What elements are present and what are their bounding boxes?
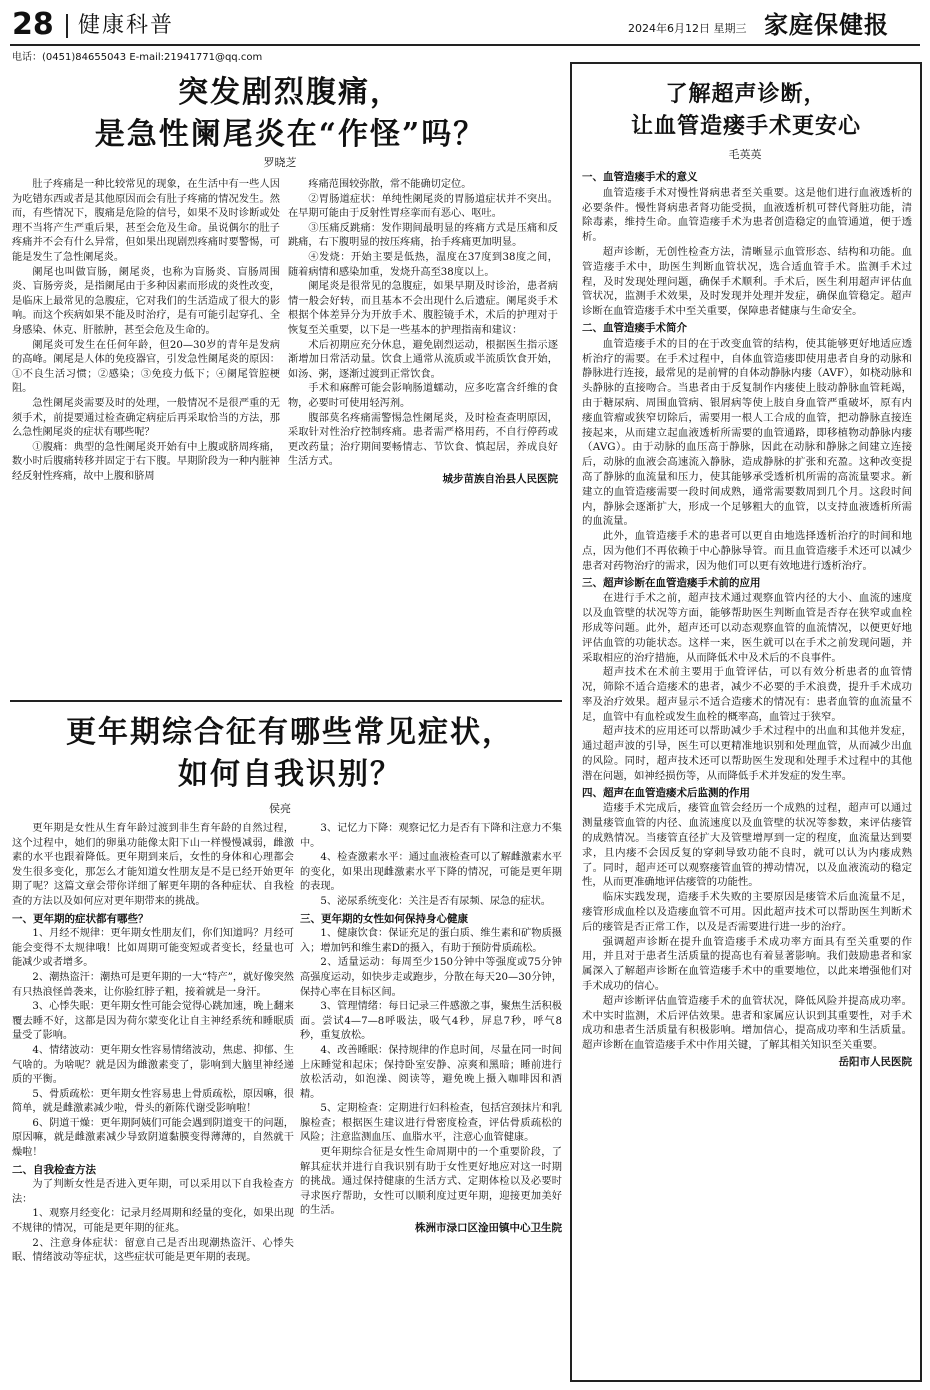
- article1-column-left: [12, 178, 280, 674]
- article3-column: [582, 168, 912, 1374]
- paragraph: 疼痛范围较弥散，常不能确切定位。: [308, 179, 472, 190]
- paragraph: 阑尾炎可发生在任何年龄，但20—30岁的青年是发病的高峰。阑尾是人体的免疫器官，引发急性阑尾炎的原因：①不良生活习惯；②感染；③免疫力低下；④阑尾管腔梗阻。: [12, 339, 280, 395]
- paragraph: 为了判断女性是否进入更年期，可以采用以下自我检查方法：: [12, 1179, 294, 1205]
- article1-title[interactable]: [20, 72, 560, 156]
- paragraph: ②胃肠道症状：单纯性阑尾炎的胃肠道症状并不突出。在早期可能由于反射性胃痉挛而有恶心、呕吐。: [288, 193, 558, 220]
- hospital-credit: 株洲市渌口区淦田镇中心卫生院: [415, 1222, 562, 1235]
- masthead-divider: [66, 14, 68, 38]
- paragraph: 强调超声诊断在提升血管造瘘手术成功率方面具有至关重要的作用，并且对于患者生活质量的提高也有着显著影响。我们鼓励患者和家属深入了解超声诊断在血管造瘘手术中的重要地位，以此来增强他们对手术成功的信心。: [582, 935, 912, 993]
- paragraph: 2、注意身体症状：留意自己是否出现潮热盗汗、心悸失眠、情绪波动等症状，这些症状可能是更年期的表现。: [12, 1237, 294, 1264]
- section-name: 健康科普: [78, 13, 175, 38]
- paragraph: 1、健康饮食：保证充足的蛋白质、维生素和矿物质摄入；增加钙和维生素D的摄入，有助于预防骨质疏松。: [300, 928, 562, 954]
- newspaper-name: 家庭保健报: [764, 10, 889, 39]
- hospital-credit: 岳阳市人民医院: [838, 1056, 912, 1069]
- section-heading: 二、血管造瘘手术简介: [582, 321, 687, 334]
- article2-column-right: [300, 822, 562, 1370]
- paragraph: ③压痛反跳痛：发作期间最明显的疼痛方式是压痛和反跳痛，右下腹明显的按压疼痛，抬手疼痛更加明显。: [288, 222, 558, 249]
- article3-title[interactable]: [580, 78, 912, 142]
- section-heading: 二、自我检查方法: [12, 1163, 96, 1176]
- paragraph: 2、潮热盗汗：潮热可是更年期的一大“特产”，就好像突然有只热浪怪兽袭来，让你脸红脖子粗，接着就是一身汗。: [12, 971, 294, 998]
- section-heading: 三、更年期的女性如何保持身心健康: [300, 912, 468, 925]
- paragraph: 4、改善睡眠：保持规律的作息时间，尽量在同一时间上床睡觉和起床；保持卧室安静、凉爽和黑暗；睡前进行放松活动，如泡澡、阅读等，避免晚上摄入咖啡因和酒精。: [300, 1044, 562, 1100]
- section-heading: 一、血管造瘘手术的意义: [582, 171, 698, 183]
- paragraph: 在进行手术之前，超声技术通过观察血管内径的大小、血流的速度以及血管壁的状况等方面，能够帮助医生判断血管是否存在狭窄或血栓形成等问题。此外，超声还可以动态观察血管的血流情况，以便更好地评估血管的功能状态。这样一来，医生就可以在手术之前发现问题，并采取相应的治疗措施，从而降低术中及术后的不良事件。: [582, 592, 912, 664]
- article2-title[interactable]: [20, 712, 560, 796]
- article1-column-right: [288, 178, 558, 692]
- masthead: [10, 8, 920, 46]
- paragraph: 造瘘手术完成后，瘘管血管会经历一个成熟的过程，超声可以通过测量瘘管血管的内径、血流速度以及血管壁的状况等参数，来评估瘘管的成熟情况。当瘘管直径扩大及管壁增厚到一定的程度，血流量达到要求，且内瘘不会因反复的穿刺导致功能不良时，就可以认为内瘘成熟了。同时，超声还可以观察瘘管血管的搏动情况，以及血液流动的稳定性，从而更准确地评估瘘管的功能性。: [582, 802, 912, 889]
- article2-author: 侯亮: [269, 802, 291, 815]
- paragraph: 更年期是女性从生育年龄过渡到非生育年龄的自然过程，这个过程中，她们的卵巢功能像太阳下山一样慢慢减弱，雌激素的水平也跟着降低。更年期到来后，女性的身体和心理都会发生很多变化，那怎么才能知道女性朋友是不是已经开始更年期了呢？这篇文章会带你详细了解更年期的各种症状、自我检查的方法以及如何应对更年期带来的挑战。: [12, 823, 294, 907]
- article1-title-line1: 突发剧烈腹痛，: [178, 75, 402, 110]
- paragraph: 4、情绪波动：更年期女性容易情绪波动，焦虑、抑郁、生气啥的。为啥呢？就是因为雌激素变了，影响到大脑里神经递质的平衡。: [12, 1044, 294, 1086]
- section-divider: [10, 700, 562, 702]
- paragraph: 术后初期应充分休息，避免剧烈运动，根据医生指示逐渐增加日常活动量。饮食上通常从流质或半流质饮食开始，如汤、粥，逐渐过渡到正常饮食。: [288, 339, 558, 380]
- issue-date: 2024年6月12日 星期三: [628, 22, 747, 35]
- paragraph: 腹部莫名疼痛需警惕急性阑尾炎，及时检查查明原因，采取针对性治疗控制疼痛。患者需严格用药，不自行停药或更改药量；治疗期间要畅情志、节饮食、慎起居，养成良好生活方式。: [288, 412, 558, 468]
- section-heading: 四、超声在血管造瘘术后监测的作用: [582, 786, 750, 799]
- paragraph: 1、月经不规律：更年期女性朋友们，你们知道吗？月经可能会变得不太规律哦！比如周期可能变短或者变长，经量也可能减少或者增多。: [12, 928, 294, 969]
- paragraph: 5、骨质疏松：更年期女性容易患上骨质疏松，原因嘛，很简单，就是雌激素减少啦，骨头的新陈代谢受影响啦！: [12, 1088, 294, 1115]
- paragraph: 3、心悸失眠：更年期女性可能会觉得心跳加速，晚上翻来覆去睡不好，这都是因为荷尔蒙变化让自主神经系统和睡眠质量受了影响。: [12, 1001, 294, 1042]
- paragraph: 3、管理情绪：每日记录三件感激之事，聚焦生活积极面。尝试4—7—8呼吸法，吸气4秒，屏息7秒，呼气8秒，重复放松。: [300, 1001, 562, 1042]
- paragraph: 急性阑尾炎需要及时的处理，一般情况不是很严重的无须手术，前提要通过检查确定病症后再采取恰当的方法，那么急性阑尾炎的症状有哪些呢？: [12, 397, 280, 439]
- page-number: 28: [12, 7, 54, 42]
- paragraph: 5、泌尿系统变化：关注是否有尿频、尿急的症状。: [320, 895, 551, 907]
- contact-info: 电话：(0451)84655043 E-mail:21941771@qq.com: [12, 52, 263, 63]
- article1-author: 罗晓芝: [263, 156, 297, 169]
- paragraph: 2、适量运动：每周至少150分钟中等强度或75分钟高强度运动，如快步走或跑步，分散在每天20—30分钟，保持心率在目标区间。: [300, 957, 562, 998]
- paragraph: 6、阴道干燥：更年期阿姨们可能会遇到阴道变干的问题，原因嘛，就是雌激素减少导致阴道黏膜变得薄薄的，自然就干燥啦！: [12, 1117, 294, 1159]
- paragraph: 肚子疼痛是一种比较常见的现象，在生活中有一些人因为吃错东西或者是其他原因而会有肚子疼痛的情况发生。然而，有些情况下，腹痛是危险的信号，如果不及时诊断或处理不当将产生严重后果，甚至会危及生命。虽说偶尔的肚子疼痛并不会有什么异常，但如果出现剧烈疼痛时要警惕，可能是发生了急性阑尾炎。: [12, 179, 280, 263]
- paragraph: 血管造瘘手术的目的在于改变血管的结构，使其能够更好地适应透析治疗的需要。在手术过程中，自体血管造瘘即使用患者自身的动脉和静脉进行连接，最常见的是前臂的自体动静脉内瘘（AVF），如桡动脉和头静脉的直接吻合。当患者由于反复制作内瘘使上肢动静脉血管耗竭，由于糖尿病、周围血管病、银屑病等使上肢自身血管严重破坏，原有内瘘血管瘤或狭窄切除后，需要用一根人工合成的血管，把动静脉直接连接起来，从而建立起血液透析所需要的血管通路，即移植物动静脉内瘘（AVG）。由于动脉的血压高于静脉，因此在动脉和静脉之间建立连接后，动脉的血液会高速流入静脉，造成静脉的扩张和充盈。这种改变提高了静脉的血流量和压力，使其能够承受透析机所需的高流量要求。新建立的血管造瘘需要一段时间成熟，通常需要数周到几个月。这段时间内，静脉会逐渐扩大，形成一个足够粗大的血管，以支持血液透析所需的血流量。: [582, 337, 912, 528]
- paragraph: 血管造瘘手术对慢性肾病患者至关重要。这是他们进行血液透析的必要条件。慢性肾病患者肾功能受损，血液透析机可替代肾脏功能，清除毒素，维持生命。血管造瘘手术为患者创造稳定的血管通道，便于透析。: [582, 186, 912, 244]
- article2-title-line1: 更年期综合征有哪些常见症状，: [66, 715, 514, 750]
- article3-author: 毛英英: [728, 148, 762, 161]
- article2-column-left: [12, 822, 294, 1384]
- paragraph: 阑尾炎是很常见的急腹症，如果早期及时诊治，患者病情一般会好转，而且基本不会出现什么后遗症。阑尾炎手术根据个体差异分为开放手术、腹腔镜手术，术后的护理对于恢复至关重要，以下是一些基本的护理指南和建议：: [288, 281, 558, 336]
- article3-title-line2: 让血管造瘘手术更安心: [630, 113, 861, 139]
- hospital-credit: 城步苗族自治县人民医院: [442, 472, 558, 485]
- article3-title-line1: 了解超声诊断，: [665, 81, 827, 107]
- paragraph: 更年期综合征是女性生命周期中的一个重要阶段，了解其症状并进行自我识别有助于女性更好地应对这一时期的挑战。通过保持健康的生活方式、定期体检以及必要时寻求医疗帮助，女性可以顺利度过更年期，迎接更加美好的生活。: [300, 1147, 562, 1217]
- paragraph: ①腹痛：典型的急性阑尾炎开始有中上腹或脐周疼痛，数小时后腹痛转移并固定于右下腹。早期阶段为一种内脏神经反射性疼痛，故中上腹和脐周: [12, 441, 280, 482]
- section-heading: 一、更年期的症状都有哪些？: [12, 912, 149, 925]
- paragraph: 手术和麻醉可能会影响肠道蠕动，应多吃富含纤维的食物，必要时可使用轻泻剂。: [288, 383, 558, 409]
- article2-title-line2: 如何自我识别？: [178, 757, 402, 792]
- paragraph: 超声诊断，无创性检查方法，清晰显示血管形态、结构和功能。血管造瘘手术中，助医生判断血管状况，选合适血管手术。监测手术过程，及时发现处理问题，确保手术顺利。手术后，医生利用超声评估血管状况，监测手术效果，及时发现并处理并发症，确保血管稳定。超声诊断在血管造瘘手术中至关重要，保障患者健康与生命安全。: [582, 245, 912, 318]
- paragraph: ④发烧：开始主要是低热，温度在37度到38度之间，随着病情和感染加重，发烧升高至38度以上。: [288, 251, 558, 278]
- paragraph: 1、观察月经变化：记录月经周期和经量的变化，如果出现不规律的情况，可能是更年期的征兆。: [12, 1208, 294, 1235]
- paragraph: 5、定期检查：定期进行妇科检查，包括宫颈抹片和乳腺检查；根据医生建议进行骨密度检查，评估骨质疏松的风险；注意监测血压、血脂水平，注意心血管健康。: [300, 1103, 562, 1144]
- paragraph: 超声诊断评估血管造瘘手术的血管状况，降低风险并提高成功率。术中实时监测，术后评估效果。患者和家属应认识到其重要性，对手术成功和患者生活质量有积极影响。增加信心，提高成功率和生活质量。超声诊断在血管造瘘手术中作用关键，了解其相关知识至关重要。: [582, 994, 912, 1052]
- paragraph: 4、检查激素水平：通过血液检查可以了解雌激素水平的变化，如果出现雌激素水平下降的情况，可能是更年期的表现。: [300, 852, 562, 893]
- paragraph: 3、记忆力下降：观察记忆力是否有下降和注意力不集中。: [300, 823, 562, 849]
- paragraph: 此外，血管造瘘手术的患者可以更自由地选择透析治疗的时间和地点，因为他们不再依赖于中心静脉导管。而且血管造瘘手术还可以减少患者对药物治疗的需求，因为他们可以更有效地进行透析治疗。: [582, 530, 912, 572]
- article1-title-line2: 是急性阑尾炎在“作怪”吗？: [94, 117, 486, 152]
- paragraph: 阑尾也叫做盲肠，阑尾炎，也称为盲肠炎、盲肠周围炎、盲肠旁炎，是指阑尾由于多种因素而形成的炎性改变，是临床上最常见的急腹症，它对我们的生活造成了很大的影响。而这个疾病如果不能及时治疗，是有可能引起穿孔、全身感染、休克、肝脓肿，甚至会危及生命的。: [12, 266, 280, 336]
- paragraph: 临床实践发现，造瘘手术失败的主要原因是瘘管术后血流量不足，瘘管形成血栓以及造瘘血管不可用。因此超声技术可以帮助医生判断术后的瘘管是否正常工作，以及是否需要进行进一步的治疗。: [582, 891, 912, 933]
- paragraph: 超声技术的应用还可以帮助减少手术过程中的出血和其他并发症，通过超声波的引导，医生可以更精准地识别和处理血管，从而减少出血的风险。同时，超声技术还可以帮助医生发现和处理手术过程中的其他潜在问题，如神经损伤等，从而降低手术并发症的发生率。: [582, 725, 912, 782]
- paragraph: 超声技术在术前主要用于血管评估，可以有效分析患者的血管情况，筛除不适合造瘘术的患者，减少不必要的手术浪费，提升手术成功率及治疗效果。超声显示不适合造瘘术的情况有：患者血管的血流量不足，血管中有血栓或发生血栓的概率高，血管过于狭窄。: [582, 666, 912, 723]
- section-heading: 三、超声诊断在血管造瘘手术前的应用: [582, 576, 761, 589]
